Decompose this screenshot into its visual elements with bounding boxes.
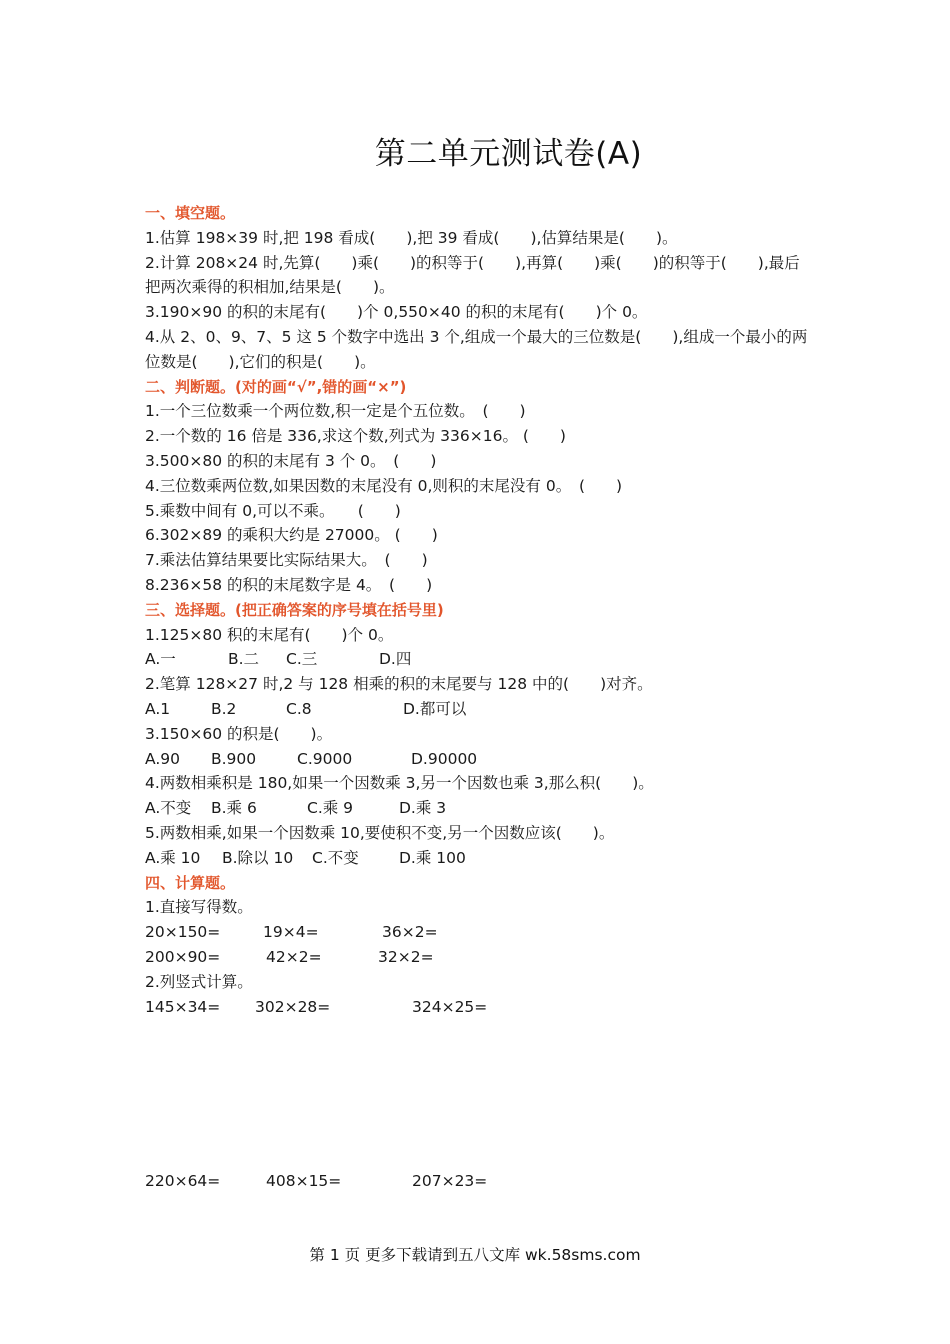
- worksheet-body: [145, 201, 810, 1194]
- choice-options: [145, 846, 810, 871]
- calc-item: 145×34=: [145, 997, 221, 1016]
- calc-item: 302×28=: [255, 997, 331, 1016]
- option-c: C.8: [286, 699, 312, 718]
- choice-question: 4.两数相乘积是 180,如果一个因数乘 3,另一个因数也乘 3,那么积( )。: [145, 774, 654, 793]
- calc-item: 36×2=: [382, 923, 438, 942]
- calc-item: 19×4=: [263, 923, 319, 942]
- option-d: D.都可以: [403, 699, 467, 718]
- judgment-item: 1.一个三位数乘一个两位数,积一定是个五位数。 ( ): [145, 402, 526, 421]
- option-a: A.乘 10: [145, 848, 201, 867]
- choice-question: 1.125×80 积的末尾有( )个 0。: [145, 625, 394, 644]
- calc-item: 20×150=: [145, 923, 221, 942]
- question-text: 3.190×90 的积的末尾有( )个 0,550×40 的积的末尾有( )个 0。: [145, 303, 648, 322]
- calc-item: 32×2=: [378, 947, 434, 966]
- option-d: D.四: [379, 650, 412, 669]
- choice-options: [145, 747, 810, 772]
- option-a: A.1: [145, 699, 171, 718]
- option-a: A.一: [145, 650, 176, 669]
- option-b: B.除以 10: [222, 848, 294, 867]
- judgment-item: 2.一个数的 16 倍是 336,求这个数,列式为 336×16。 ( ): [145, 427, 566, 446]
- sub-instruction: 2.列竖式计算。: [145, 972, 253, 991]
- option-b: B.二: [228, 650, 260, 669]
- choice-options: [145, 697, 810, 722]
- vertical-calc-row: [145, 1169, 810, 1194]
- judgment-item: 5.乘数中间有 0,可以不乘。 ( ): [145, 501, 401, 520]
- option-b: B.2: [211, 699, 237, 718]
- choice-options: [145, 647, 810, 672]
- option-c: C.乘 9: [307, 799, 354, 818]
- option-d: D.乘 100: [399, 848, 466, 867]
- answer-space: [145, 1019, 810, 1169]
- sub-instruction: 1.直接写得数。: [145, 898, 253, 917]
- judgment-item: 7.乘法估算结果要比实际结果大。 ( ): [145, 551, 428, 570]
- judgment-item: 3.500×80 的积的末尾有 3 个 0。 ( ): [145, 451, 437, 470]
- option-c: C.三: [286, 650, 318, 669]
- page-title: 第二单元测试卷(A): [374, 136, 643, 172]
- judgment-item: 6.302×89 的乘积大约是 27000。 ( ): [145, 526, 438, 545]
- question-text: 2.计算 208×24 时,先算( )乘( )的积等于( ),再算( )乘( )的积等于( ),最后把两次乘得的积相加,结果是( )。: [145, 253, 800, 297]
- direct-calc-row: [145, 920, 810, 945]
- page-footer: 第 1 页 更多下载请到五八文库 wk.58sms.com: [309, 1246, 641, 1264]
- choice-question: 2.笔算 128×27 时,2 与 128 相乘的积的末尾要与 128 中的( )对齐。: [145, 675, 653, 694]
- calc-item: 220×64=: [145, 1172, 221, 1191]
- option-a: A.不变: [145, 799, 192, 818]
- section-heading-true-false: 二、判断题。(对的画“√”,错的画“×”): [145, 377, 407, 396]
- direct-calc-row: [145, 945, 810, 970]
- question-text: 4.从 2、0、9、7、5 这 5 个数字中选出 3 个,组成一个最大的三位数是( ),组成一个最小的两位数是( ),它们的积是( )。: [145, 327, 808, 371]
- option-d: D.90000: [411, 749, 478, 768]
- calc-item: 408×15=: [266, 1172, 342, 1191]
- judgment-item: 8.236×58 的积的末尾数字是 4。 ( ): [145, 575, 433, 594]
- option-d: D.乘 3: [399, 799, 447, 818]
- vertical-calc-row: [145, 995, 810, 1020]
- option-c: C.不变: [312, 848, 359, 867]
- section-heading-multiple-choice: 三、选择题。(把正确答案的序号填在括号里): [145, 600, 444, 619]
- option-b: B.900: [211, 749, 257, 768]
- option-c: C.9000: [297, 749, 353, 768]
- choice-question: 5.两数相乘,如果一个因数乘 10,要使积不变,另一个因数应该( )。: [145, 823, 615, 842]
- choice-question: 3.150×60 的积是( )。: [145, 724, 333, 743]
- calc-item: 200×90=: [145, 947, 221, 966]
- calc-item: 324×25=: [412, 997, 488, 1016]
- calc-item: 42×2=: [266, 947, 322, 966]
- option-a: A.90: [145, 749, 180, 768]
- section-heading-calculation: 四、计算题。: [145, 873, 236, 892]
- option-b: B.乘 6: [211, 799, 257, 818]
- choice-options: [145, 796, 810, 821]
- question-text: 1.估算 198×39 时,把 198 看成( ),把 39 看成( ),估算结果是( )。: [145, 228, 678, 247]
- section-heading-fill-blank: 一、填空题。: [145, 204, 236, 222]
- judgment-item: 4.三位数乘两位数,如果因数的末尾没有 0,则积的末尾没有 0。 ( ): [145, 476, 623, 495]
- calc-item: 207×23=: [412, 1172, 488, 1191]
